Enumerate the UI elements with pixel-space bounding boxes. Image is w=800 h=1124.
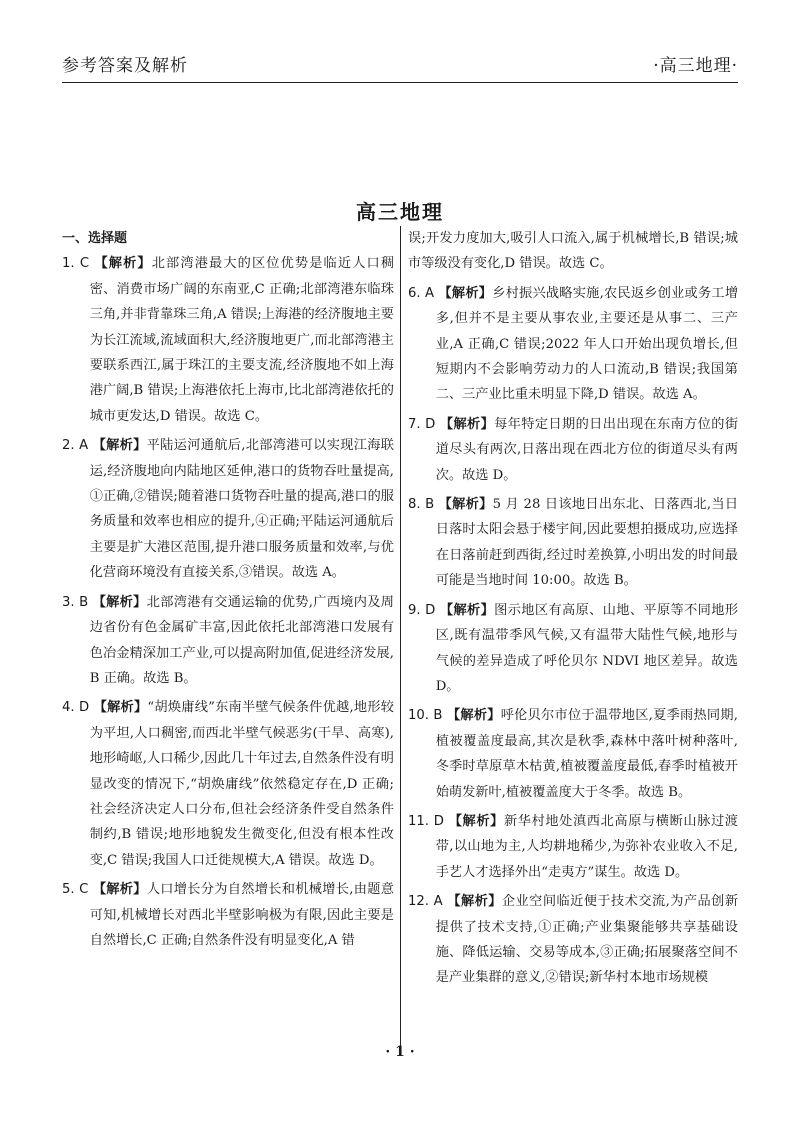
answer-number: 7. D bbox=[408, 416, 436, 432]
analysis-tag: 【解析】 bbox=[447, 894, 502, 910]
answer-number: 11. D bbox=[408, 813, 444, 829]
answer-item-10 bbox=[408, 703, 738, 805]
answer-text: 北部湾港最大的区位优势是临近人口稠密、消费市场广阔的东南亚,C 正确;北部湾港东临珠三角,并非背靠珠三角,A 错误;上海港的经济腹地主要为长江流域,流域面积大,经济腹地更广,而北部湾港主要联系西江,属于珠江的主要支流,经济腹地不如上海港广阔,B 错误;上海港依托上海市,比北部湾港依托的城市更发达,D 错误。故选 C。 bbox=[89, 256, 395, 424]
right-column bbox=[408, 226, 738, 995]
analysis-tag: 【解析】 bbox=[92, 594, 147, 610]
answer-item-12 bbox=[408, 889, 738, 991]
analysis-tag: 【解析】 bbox=[439, 602, 495, 618]
answer-text: “胡焕庸线”东南半壁气候条件优越,地形较为平坦,人口稠密,而西北半壁气候恶劣(干旱、高寒),地形崎岖,人口稀少,因此几十年过去,自然条件没有明显改变的情况下,“胡焕庸线”依然稳定存在,D 正确;社会经济决定人口分布,但社会经济条件受自然条件制约,B 错误;地形地貌发生微变化,但没有根本性改变,C 错误;我国人口迁徙规模大,A 错误。故选 D。 bbox=[89, 700, 394, 868]
answer-text: 平陆运河通航后,北部湾港可以实现江海联运,经济腹地向内陆地区延伸,港口的货物吞吐量提高,①正确,②错误;随着港口货物吞吐量的提高,港口的服务质量和效率也相应的提升,④正确;平陆运河通航后主要是扩大港区范围,提升港口服务质量和效率,与优化营商环境没有直接关系,③错误。故选 A。 bbox=[89, 438, 394, 581]
answer-number: 6. A bbox=[408, 285, 435, 301]
answer-item-9 bbox=[408, 598, 738, 700]
answer-item-7 bbox=[408, 412, 738, 488]
answer-text: 图示地区有高原、山地、平原等不同地形区,既有温带季风气候,又有温带大陆性气候,地形与气候的差异造成了呼伦贝尔 NDVI 地区差异。故选 D。 bbox=[435, 602, 739, 694]
analysis-tag: 【解析】 bbox=[446, 708, 501, 724]
page-number: · 1 · bbox=[385, 1044, 415, 1060]
answer-item-1 bbox=[62, 251, 394, 429]
answer-text: 企业空间临近便于技术交流,为产品创新提供了技术支持,①正确;产业集聚能够共享基础设施、降低运输、交易等成本,③正确;拓展聚落空间不是产业集群的意义,②错误;新华村本地市场规模 bbox=[435, 894, 739, 986]
analysis-tag: 【解析】 bbox=[92, 438, 147, 454]
answer-item-5 bbox=[62, 877, 394, 953]
analysis-tag: 【解析】 bbox=[439, 416, 495, 432]
answer-text: 新华村地处滇西北高原与横断山脉过渡带,以山地为主,人均耕地稀少,为弥补农业收入不足,手艺人才选择外出“走夷方”谋生。故选 D。 bbox=[435, 813, 738, 880]
answer-number: 5. C bbox=[62, 882, 89, 898]
answer-text: 人口增长分为自然增长和机械增长,由题意可知,机械增长对西北半壁影响极为有限,因此主要是自然增长,C 正确;自然条件没有明显变化,A 错 bbox=[89, 882, 394, 948]
answer-item-2 bbox=[62, 433, 394, 585]
answer-number: 12. A bbox=[408, 894, 443, 910]
header-right-text: ·高三地理· bbox=[653, 56, 738, 76]
page-header bbox=[62, 46, 738, 83]
answer-item-4 bbox=[62, 695, 394, 873]
answer-number: 3. B bbox=[62, 594, 89, 610]
answer-number: 9. D bbox=[408, 602, 436, 618]
analysis-tag: 【解析】 bbox=[93, 700, 148, 716]
answer-text: 北部湾港有交通运输的优势,广西境内及周边省份有色金属矿丰富,因此依托北部湾港口发展有色冶金精深加工产业,可以提高附加值,促进经济发展,B 正确。故选 B。 bbox=[89, 594, 394, 686]
header-left-text: 参考答案及解析 bbox=[62, 56, 188, 76]
analysis-tag: 【解析】 bbox=[448, 813, 504, 829]
answer-item-8 bbox=[408, 492, 738, 594]
answer-number: 8. B bbox=[408, 497, 435, 513]
answer-number: 4. D bbox=[62, 700, 90, 716]
analysis-tag: 【解析】 bbox=[438, 497, 493, 513]
document-title: 高三地理 bbox=[356, 200, 444, 224]
answer-text: 每年特定日期的日出出现在东南方位的街道尽头有两次,日落出现在西北方位的街道尽头有两次。故选 D。 bbox=[435, 416, 739, 483]
answer-text: 乡村振兴战略实施,农民返乡创业或务工增多,但并不是主要从事农业,主要还是从事二、三产业,A 正确,C 错误;2022 年人口开始出现负增长,但短期内不会影响劳动力的人口流动,B 错误;我国第二、三产业比重未明显下降,D 错误。故选 A。 bbox=[435, 285, 739, 403]
answer-item-6 bbox=[408, 281, 738, 408]
answer-number: 10. B bbox=[408, 708, 443, 724]
answer-item-5-continuation: 误;开发力度加大,吸引人口流入,属于机械增长,B 错误;城市等级没有变化,D 错误。故选 C。 bbox=[408, 231, 738, 272]
answer-item-11 bbox=[408, 809, 738, 885]
section-heading: 一、选择题 bbox=[62, 231, 128, 246]
answer-number: 1. C bbox=[62, 256, 90, 272]
answer-number: 2. A bbox=[62, 438, 89, 454]
answer-text: 5 月 28 日该地日出东北、日落西北,当日日落时太阳会悬于楼宇间,因此要想拍摄成功,应选择在日落前赶到西街,经过时差换算,小明出发的时间最可能是当地时间 10:00。故选 B。 bbox=[435, 497, 739, 589]
analysis-tag: 【解析】 bbox=[438, 285, 493, 301]
answer-item-3 bbox=[62, 590, 394, 692]
answer-text: 呼伦贝尔市位于温带地区,夏季雨热同期,植被覆盖度最高,其次是秋季,森林中落叶树种落叶,冬季时草原草木枯黄,植被覆盖度最低,春季时植被开始萌发新叶,植被覆盖度大于冬季。故选 B。 bbox=[435, 708, 738, 800]
left-column bbox=[62, 226, 401, 1046]
analysis-tag: 【解析】 bbox=[94, 256, 152, 272]
analysis-tag: 【解析】 bbox=[92, 882, 147, 898]
